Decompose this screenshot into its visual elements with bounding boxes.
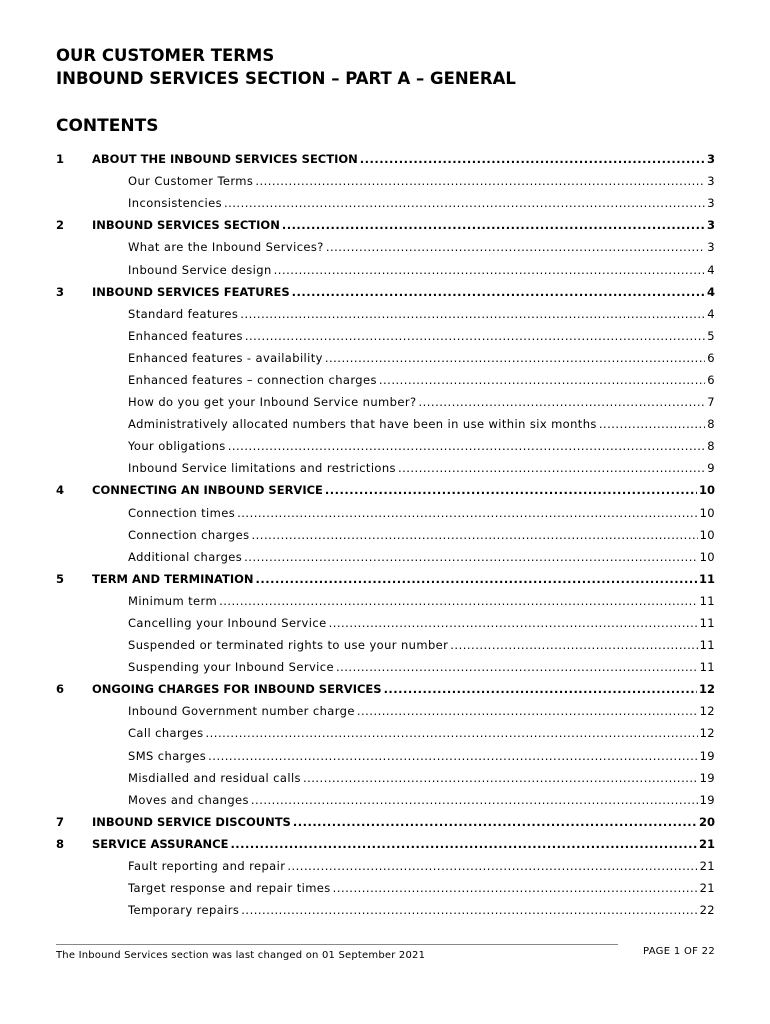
toc-page-number: 11 (699, 593, 715, 608)
toc-entry-label[interactable]: Additional charges (128, 549, 243, 564)
toc-dot-leader (329, 616, 698, 630)
toc-page-number: 3 (707, 240, 715, 255)
toc-section-number: 1 (56, 152, 65, 167)
toc-page-number: 7 (707, 395, 715, 410)
toc-dot-leader (360, 152, 705, 166)
toc-entry-label[interactable]: Inbound Government number charge (128, 704, 355, 719)
toc-page-number: 12 (699, 726, 715, 741)
toc-section-number: 4 (56, 483, 65, 498)
document-title (56, 44, 516, 90)
toc-entry-label[interactable]: Temporary repairs (128, 903, 240, 918)
toc-entry[interactable] (92, 837, 715, 851)
toc-dot-leader (251, 793, 698, 807)
toc-page-number: 3 (707, 174, 715, 189)
toc-subsection-row[interactable] (56, 236, 715, 258)
toc-subsection-row[interactable] (56, 303, 715, 325)
toc-subsection-row[interactable] (56, 612, 715, 634)
toc-subsection-row[interactable] (56, 634, 715, 656)
toc-section-row[interactable] (56, 214, 715, 236)
toc-section-row[interactable] (56, 678, 715, 700)
toc-page-number: 11 (699, 660, 715, 675)
toc-entry[interactable] (92, 152, 715, 166)
toc-subsection-row[interactable] (56, 656, 715, 678)
toc-entry[interactable] (92, 218, 715, 232)
toc-subsection-row[interactable] (56, 413, 715, 435)
toc-page-number: 10 (699, 505, 715, 520)
toc-entry-label[interactable]: Misdialled and residual calls (128, 770, 301, 785)
toc-page-number: 6 (707, 350, 715, 365)
toc-entry-label[interactable]: CONNECTING AN INBOUND SERVICE (92, 483, 323, 498)
toc-section-number: 7 (56, 814, 65, 829)
toc-page-number: 6 (707, 372, 715, 387)
toc-entry-label[interactable]: Inbound Service limitations and restrictions (128, 461, 396, 476)
toc-page-number: 4 (707, 262, 715, 277)
toc-dot-leader (224, 196, 705, 210)
toc-page-number: 20 (698, 814, 715, 829)
toc-dot-leader (336, 660, 698, 674)
toc-dot-leader (418, 395, 705, 409)
toc-dot-leader (241, 903, 697, 917)
toc-dot-leader (251, 528, 697, 542)
toc-dot-leader (208, 749, 697, 763)
toc-entry-label[interactable]: Suspending your Inbound Service (128, 660, 334, 675)
toc-dot-leader (230, 837, 697, 851)
toc-entry-label[interactable]: Standard features (128, 306, 239, 321)
toc-entry-label[interactable]: INBOUND SERVICE DISCOUNTS (92, 814, 291, 829)
toc-dot-leader (228, 439, 706, 453)
toc-page-number: 21 (698, 836, 715, 851)
toc-dot-leader (287, 859, 697, 873)
toc-entry[interactable] (92, 572, 715, 586)
toc-dot-leader (292, 285, 705, 299)
toc-entry-label[interactable]: SERVICE ASSURANCE (92, 836, 229, 851)
toc-subsection-row[interactable] (56, 435, 715, 457)
toc-page-number: 11 (699, 638, 715, 653)
toc-entry[interactable] (128, 351, 715, 365)
toc-entry-label[interactable]: Target response and repair times (128, 881, 331, 896)
toc-dot-leader (219, 594, 698, 608)
toc-entry[interactable] (128, 174, 715, 188)
toc-dot-leader (325, 351, 705, 365)
toc-entry[interactable] (128, 528, 715, 542)
toc-entry[interactable] (128, 439, 715, 453)
toc-dot-leader (384, 682, 697, 696)
toc-subsection-row[interactable] (56, 767, 715, 789)
toc-entry[interactable] (128, 903, 715, 917)
toc-subsection-row[interactable] (56, 258, 715, 280)
toc-page-number: 11 (698, 571, 715, 586)
toc-entry[interactable] (128, 616, 715, 630)
toc-dot-leader (245, 329, 705, 343)
toc-subsection-row[interactable] (56, 170, 715, 192)
toc-section-row[interactable] (56, 281, 715, 303)
toc-subsection-row[interactable] (56, 722, 715, 744)
footer-page-indicator: PAGE 1 OF 22 (643, 946, 715, 957)
toc-dot-leader (274, 263, 706, 277)
toc-dot-leader (240, 307, 705, 321)
toc-page-number: 5 (707, 328, 715, 343)
title-line-1: OUR CUSTOMER TERMS (56, 46, 275, 65)
toc-entry[interactable] (128, 461, 715, 475)
toc-section-row[interactable] (56, 479, 715, 501)
table-of-contents (56, 148, 715, 921)
toc-entry-label[interactable]: Enhanced features - availability (128, 350, 323, 365)
toc-subsection-row[interactable] (56, 590, 715, 612)
toc-entry-label[interactable]: Connection times (128, 505, 236, 520)
toc-entry[interactable] (128, 881, 715, 895)
toc-dot-leader (293, 815, 697, 829)
toc-entry[interactable] (92, 682, 715, 696)
toc-entry-label[interactable]: Administratively allocated numbers that have been in use within six months (128, 417, 597, 432)
toc-dot-leader (205, 726, 697, 740)
toc-entry[interactable] (128, 263, 715, 277)
toc-dot-leader (303, 771, 698, 785)
toc-dot-leader (398, 461, 705, 475)
toc-entry-label[interactable]: Connection charges (128, 527, 250, 542)
toc-entry-label[interactable]: Call charges (128, 726, 204, 741)
toc-entry-label[interactable]: Inbound Service design (128, 262, 272, 277)
toc-section-number: 2 (56, 218, 65, 233)
toc-entry[interactable] (92, 285, 715, 299)
toc-entry-label[interactable]: INBOUND SERVICES FEATURES (92, 284, 290, 299)
toc-entry[interactable] (128, 417, 715, 431)
toc-section-row[interactable] (56, 568, 715, 590)
toc-subsection-row[interactable] (56, 700, 715, 722)
toc-entry-label[interactable]: What are the Inbound Services? (128, 240, 324, 255)
toc-subsection-row[interactable] (56, 391, 715, 413)
toc-section-row[interactable] (56, 811, 715, 833)
toc-page-number: 8 (707, 417, 715, 432)
toc-entry-label[interactable]: ONGOING CHARGES FOR INBOUND SERVICES (92, 682, 382, 697)
toc-entry[interactable] (128, 594, 715, 608)
toc-subsection-row[interactable] (56, 745, 715, 767)
toc-section-number: 3 (56, 284, 65, 299)
toc-page-number: 10 (699, 549, 715, 564)
toc-entry-label[interactable]: How do you get your Inbound Service number? (128, 395, 417, 410)
toc-entry[interactable] (128, 373, 715, 387)
toc-subsection-row[interactable] (56, 855, 715, 877)
toc-dot-leader (379, 373, 705, 387)
toc-entry-label[interactable]: SMS charges (128, 748, 207, 763)
toc-entry[interactable] (128, 395, 715, 409)
toc-entry-label[interactable]: Cancelling your Inbound Service (128, 616, 327, 631)
footer-last-changed: The Inbound Services section was last changed on 01 September 2021 (56, 950, 426, 961)
toc-dot-leader (282, 218, 705, 232)
toc-subsection-row[interactable] (56, 899, 715, 921)
toc-subsection-row[interactable] (56, 546, 715, 568)
toc-page-number: 22 (699, 903, 715, 918)
toc-entry-label[interactable]: Enhanced features (128, 328, 243, 343)
toc-entry[interactable] (92, 815, 715, 829)
toc-dot-leader (244, 550, 697, 564)
toc-subsection-row[interactable] (56, 502, 715, 524)
toc-section-row[interactable] (56, 833, 715, 855)
toc-entry[interactable] (128, 859, 715, 873)
toc-page-number: 8 (707, 439, 715, 454)
toc-dot-leader (357, 704, 698, 718)
toc-section-number: 8 (56, 836, 65, 851)
toc-page-number: 3 (707, 196, 715, 211)
toc-page-number: 19 (699, 748, 715, 763)
toc-entry[interactable] (128, 771, 715, 785)
toc-dot-leader (326, 240, 705, 254)
toc-entry-label[interactable]: INBOUND SERVICES SECTION (92, 218, 280, 233)
toc-page-number: 12 (699, 704, 715, 719)
toc-page-number: 10 (699, 527, 715, 542)
toc-page-number: 10 (698, 483, 715, 498)
toc-section-number: 5 (56, 571, 65, 586)
toc-entry-label[interactable]: Suspended or terminated rights to use your number (128, 638, 449, 653)
toc-entry-label[interactable]: Minimum term (128, 593, 218, 608)
toc-entry[interactable] (128, 329, 715, 343)
toc-dot-leader (333, 881, 698, 895)
toc-entry-label[interactable]: TERM AND TERMINATION (92, 571, 254, 586)
toc-entry[interactable] (128, 307, 715, 321)
toc-dot-leader (237, 506, 697, 520)
toc-page-number: 3 (706, 218, 715, 233)
toc-page-number: 21 (699, 881, 715, 896)
toc-entry-label[interactable]: Enhanced features – connection charges (128, 372, 377, 387)
toc-entry-label[interactable]: Moves and changes (128, 792, 249, 807)
toc-subsection-row[interactable] (56, 192, 715, 214)
toc-subsection-row[interactable] (56, 369, 715, 391)
footer-divider (56, 944, 618, 945)
toc-dot-leader (450, 638, 697, 652)
toc-entry[interactable] (128, 240, 715, 254)
toc-entry[interactable] (92, 483, 715, 497)
toc-subsection-row[interactable] (56, 789, 715, 811)
title-line-2: INBOUND SERVICES SECTION – PART A – GENERAL (56, 69, 516, 88)
toc-page-number: 4 (707, 306, 715, 321)
toc-page-number: 4 (706, 284, 715, 299)
toc-entry[interactable] (128, 749, 715, 763)
toc-entry[interactable] (128, 638, 715, 652)
toc-page-number: 3 (706, 152, 715, 167)
toc-page-number: 19 (699, 770, 715, 785)
toc-entry-label[interactable]: Inconsistencies (128, 196, 222, 211)
toc-dot-leader (325, 483, 697, 497)
toc-entry-label[interactable]: Our Customer Terms (128, 174, 254, 189)
toc-entry[interactable] (128, 660, 715, 674)
toc-section-row[interactable] (56, 148, 715, 170)
toc-entry[interactable] (128, 726, 715, 740)
toc-subsection-row[interactable] (56, 347, 715, 369)
toc-entry[interactable] (128, 550, 715, 564)
toc-page-number: 11 (699, 616, 715, 631)
toc-entry-label[interactable]: ABOUT THE INBOUND SERVICES SECTION (92, 152, 358, 167)
toc-dot-leader (599, 417, 705, 431)
toc-page-number: 12 (698, 682, 715, 697)
toc-dot-leader (256, 572, 697, 586)
toc-entry[interactable] (128, 506, 715, 520)
toc-subsection-row[interactable] (56, 457, 715, 479)
toc-entry[interactable] (128, 704, 715, 718)
toc-entry-label[interactable]: Fault reporting and repair (128, 859, 286, 874)
toc-subsection-row[interactable] (56, 524, 715, 546)
toc-page-number: 21 (699, 859, 715, 874)
toc-entry-label[interactable]: Your obligations (128, 439, 226, 454)
toc-page-number: 9 (707, 461, 715, 476)
toc-dot-leader (255, 174, 705, 188)
toc-entry[interactable] (128, 196, 715, 210)
toc-section-number: 6 (56, 682, 65, 697)
toc-entry[interactable] (128, 793, 715, 807)
contents-heading: CONTENTS (56, 116, 159, 136)
toc-page-number: 19 (699, 792, 715, 807)
toc-subsection-row[interactable] (56, 325, 715, 347)
toc-subsection-row[interactable] (56, 877, 715, 899)
